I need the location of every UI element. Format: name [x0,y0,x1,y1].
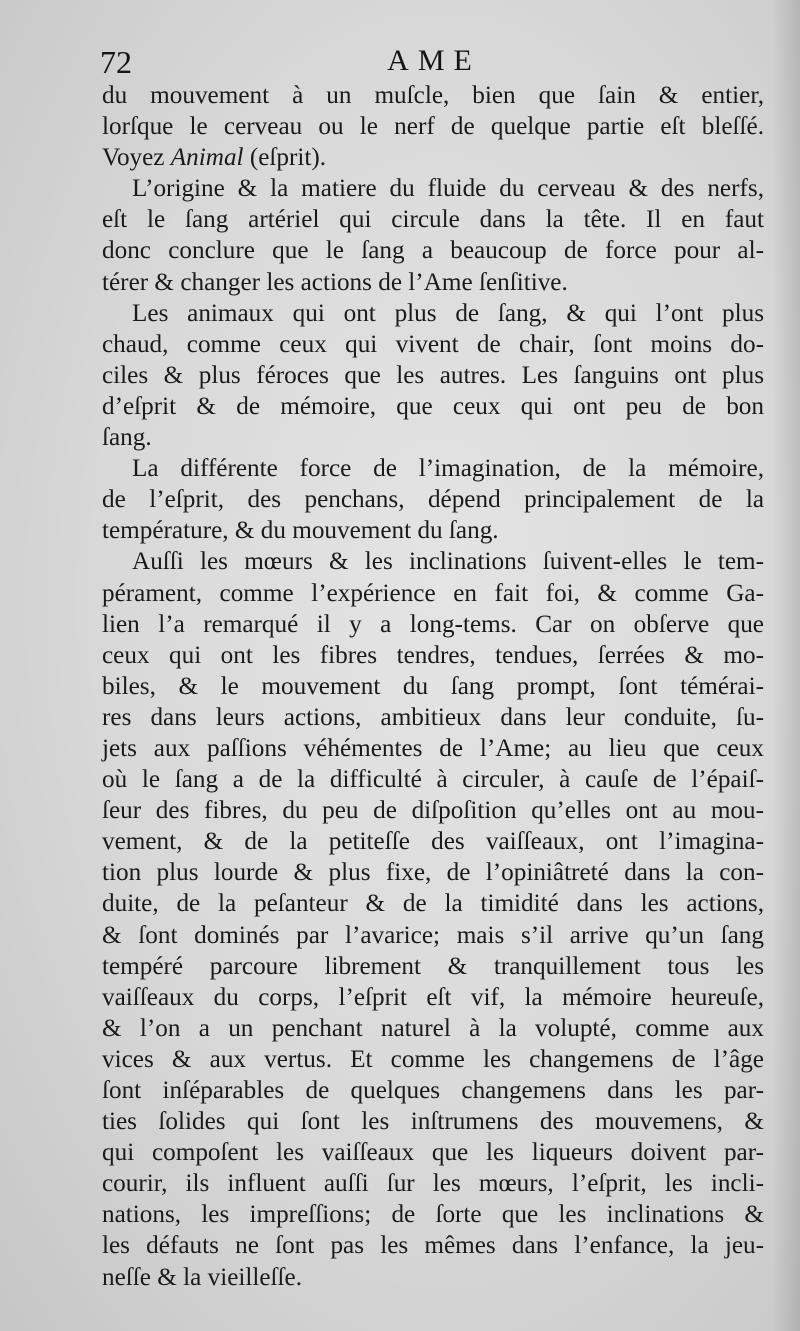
text-line: lien l’a remarqué il y a long-tems. Car on obſerve que [102,610,764,638]
text-line: vement, & de la petiteſſe des vaiſſeaux, ont l’imagina- [102,828,764,856]
text-line: chaud, comme ceux qui vivent de chair, ſont moins do- [102,330,764,358]
page-header [100,44,768,84]
text-line: L’origine & la matiere du fluide du cerveau & des nerfs, [132,175,764,203]
page-edge-shadow [772,0,800,1331]
text-line: tion plus lourde & plus fixe, de l’opiniâtreté dans la con- [102,859,764,887]
text-line: ciles & plus féroces que les autres. Les ſanguins ont plus [102,361,764,389]
text-line: ſang. [102,424,152,452]
text-line: ties ſolides qui ſont les inſtrumens des mouvemens, & [102,1108,764,1136]
text-line: les défauts ne ſont pas les mêmes dans l’enfance, la jeu- [102,1232,764,1260]
text-line: lorſque le cerveau ou le nerf de quelque partie eſt bleſſé. [102,113,764,141]
text-line: de l’eſprit, des penchans, dépend principalement de la [102,486,764,514]
text-line: neſſe & la vieilleſſe. [102,1263,303,1291]
paragraph-4 [102,453,764,546]
text-line: tempéré parcoure librement & tranquillement tous les [102,952,764,980]
cross-reference-term: Animal [170,144,244,172]
text-line: vaiſſeaux du corps, l’eſprit eſt vif, la mémoire heureuſe, [102,983,764,1011]
paragraph-2 [102,173,764,297]
text-line: duite, de la peſanteur & de la timidité dans les actions, [102,890,764,918]
text-line: ſont inſéparables de quelques changemens dans les par- [102,1077,764,1104]
text-line: res dans leurs actions, ambitieux dans leur conduite, ſu- [102,703,764,731]
text-line: courir, ils influent auſſi ſur les mœurs, l’eſprit, les incli- [102,1170,764,1198]
text-line: qui compoſent les vaiſſeaux que les liqueurs doivent par- [102,1139,764,1167]
text-line: & l’on a un penchant naturel à la volupté, comme aux [102,1014,764,1042]
text-line: biles, & le mouvement du ſang prompt, ſont témérai- [102,672,764,700]
text-line: donc conclure que le ſang a beaucoup de force pour al- [102,237,764,265]
text-line: ſeur des fibres, du peu de diſpoſition qu’elles ont au mou- [102,797,764,825]
text-line: Les animaux qui ont plus de ſang, & qui l’ont plus [132,299,764,327]
text-line: d’eſprit & de mémoire, que ceux qui ont peu de bon [102,392,764,420]
text-line: eſt le ſang artériel qui circule dans la tête. Il en faut [102,206,764,234]
text-line: jets aux paſſions véhémentes de l’Ame; au lieu que ceux [102,734,764,762]
paragraph-3 [102,298,764,453]
paragraph-5 [102,546,764,1292]
text-line: ceux qui ont les fibres tendres, tendues, ſerrées & mo- [102,641,764,669]
text-line: du mouvement à un muſcle, bien que ſain & entier, [102,82,764,109]
paragraph-1 [102,80,764,173]
body-text [102,80,764,1293]
text-line: & ſont dominés par l’avarice; mais s’il arrive qu’un ſang [102,921,764,949]
text-line: térer & changer les actions de l’Ame ſenſitive. [102,268,568,296]
text-line: Auſſi les mœurs & les inclinations ſuivent-elles le tem- [132,548,764,576]
text-line: où le ſang a de la difficulté à circuler, à cauſe de l’épaiſ- [102,766,764,794]
page-number: 72 [100,44,132,80]
text-line: Voyez Animal (eſprit). [102,144,327,172]
text-line: vices & aux vertus. Et comme les changemens de l’âge [102,1045,764,1073]
text-line: pérament, comme l’expérience en fait foi, & comme Ga- [102,579,764,607]
text-line: nations, les impreſſions; de ſorte que les inclinations & [102,1201,764,1229]
running-head: AME [387,44,481,77]
text-line: La différente force de l’imagination, de la mémoire, [132,455,764,483]
text-line: température, & du mouvement du ſang. [102,517,499,545]
